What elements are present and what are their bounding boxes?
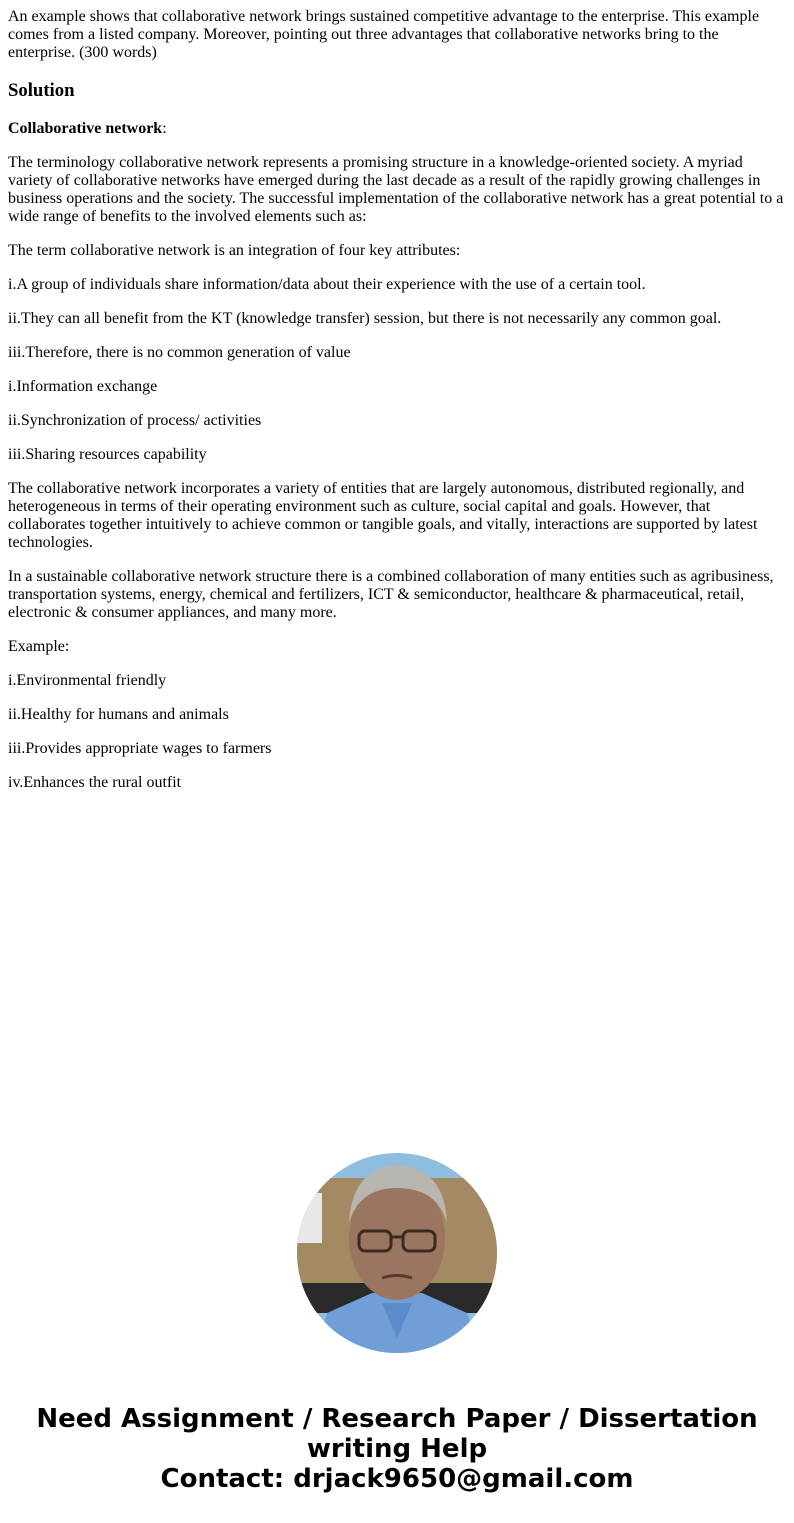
paragraph: The terminology collaborative network represents a promising structure in a knowledge-oriented society. A myriad variety of collaborative networks have emerged during the last decade as a result of the rapidly growing challenges in business operations and the society. The successful implementation of the collaborative network has a great potential to a wide range of benefits to the involved elements such as: [8,154,784,225]
list-item: ii.Healthy for humans and animals [8,706,229,723]
author-avatar [297,1153,497,1353]
list-item: ii.They can all benefit from the KT (knowledge transfer) session, but there is not necessarily any common goal. [8,310,722,327]
portrait-photo [297,1153,497,1353]
list-item: iv.Enhances the rural outfit [8,774,182,791]
solution-heading: Solution [8,80,75,101]
list-item: i.A group of individuals share information/data about their experience with the use of a certain tool. [8,276,646,293]
subheading-colon: : [162,120,167,137]
list-item: ii.Synchronization of process/ activities [8,412,262,429]
question-text: An example shows that collaborative network brings sustained competitive advantage to the enterprise. This example comes from a listed company. Moreover, pointing out three advantages that collaborative networks bring to the enterprise. (300 words) [8,8,760,61]
footer-contact: Contact: drjack9650@gmail.com [160,1464,634,1494]
list-item: iii.Therefore, there is no common generation of value [8,344,351,361]
list-item: iii.Sharing resources capability [8,446,207,463]
list-item: i.Information exchange [8,378,158,395]
footer-headline: Need Assignment / Research Paper / Dissertation writing Help [36,1404,758,1464]
paragraph: In a sustainable collaborative network structure there is a combined collaboration of many entities such as agribusiness, transportation systems, energy, chemical and fertilizers, ICT & semiconductor, healthcare & pharmaceutical, retail, electronic & consumer appliances, and many more. [8,568,774,621]
contact-banner [0,1404,794,1494]
list-item: i.Environmental friendly [8,672,167,689]
paragraph: The collaborative network incorporates a variety of entities that are largely autonomous, distributed regionally, and heterogeneous in terms of their operating environment such as culture, social capital and goals. However, that collaborates together intuitively to achieve common or tangible goals, and vitally, interactions are supported by latest technologies. [8,480,758,551]
paragraph: Example: [8,638,70,655]
list-item: iii.Provides appropriate wages to farmers [8,740,272,757]
subheading: Collaborative network [8,120,163,137]
subheading-line [8,120,786,138]
paragraph: The term collaborative network is an integration of four key attributes: [8,242,461,259]
